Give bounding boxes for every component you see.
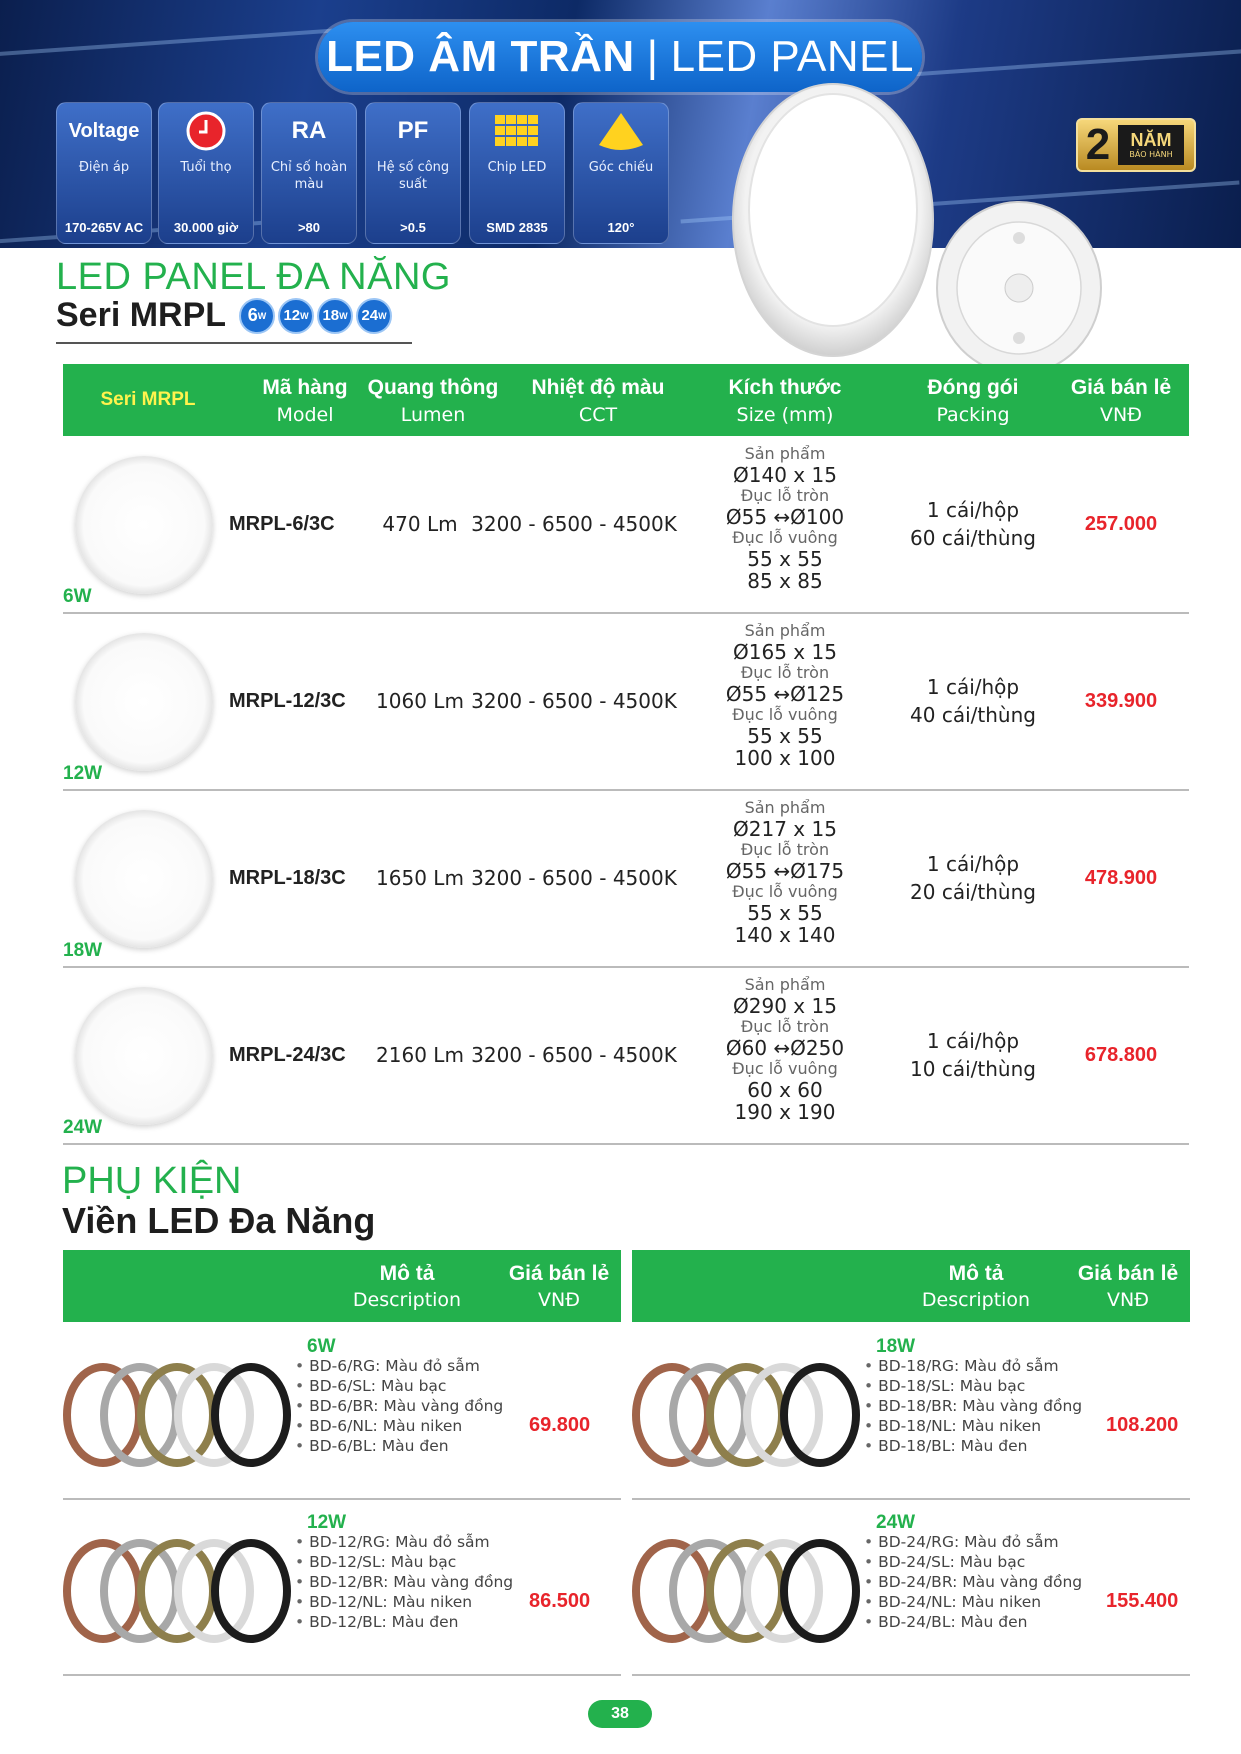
header-model: Mã hàng Model <box>262 376 348 426</box>
model-code: MRPL-6/3C <box>229 512 335 535</box>
size-block: Sản phẩm Ø290 x 15 Đục lỗ tròn Ø60 ↔Ø250 Đục lỗ vuông 60 x 60 190 x 190 <box>725 975 845 1124</box>
accessory-item <box>63 1322 621 1500</box>
spec-beam-angle: Góc chiếu 120° <box>573 102 669 244</box>
watt-badge-12: 12 W <box>278 298 314 334</box>
lumen-value: 1650 Lm <box>376 866 464 890</box>
cct-value: 3200 - 6500 - 4500K <box>471 866 677 890</box>
product-image <box>75 810 213 948</box>
lumen-value: 2160 Lm <box>376 1043 464 1067</box>
size-block: Sản phẩm Ø165 x 15 Đục lỗ tròn Ø55 ↔Ø125 Đục lỗ vuông 55 x 55 100 x 100 <box>725 621 845 770</box>
variant-list: • BD-24/RG: Màu đỏ sẫm • BD-24/SL: Màu bạc • BD-24/BR: Màu vàng đồng • BD-24/NL: Màu niken • BD-24/BL: Màu đen <box>864 1532 1082 1632</box>
model-code: MRPL-24/3C <box>229 1043 346 1066</box>
voltage-icon: Voltage <box>68 119 140 142</box>
price-value: 478.900 <box>1084 866 1158 889</box>
lumen-value: 470 Lm <box>382 512 458 536</box>
series-title: Seri MRPL 6 W 12 W 18 W 24 W <box>56 296 392 335</box>
chip-grid-icon <box>470 103 564 159</box>
packing-info: 1 cái/hộp 60 cái/thùng <box>910 498 1036 550</box>
table-row <box>63 436 1189 614</box>
ra-icon: RA <box>291 117 327 144</box>
trim-rings-image <box>63 1360 293 1470</box>
product-image <box>75 633 213 771</box>
price-value: 678.800 <box>1084 1043 1158 1066</box>
trim-rings-image <box>632 1360 862 1470</box>
clock-icon <box>159 103 253 159</box>
spec-pf: PF Hệ số công suất >0.5 <box>365 102 461 244</box>
spec-chip: Chip LED SMD 2835 <box>469 102 565 244</box>
variant-list: • BD-18/RG: Màu đỏ sẫm • BD-18/SL: Màu bạc • BD-18/BR: Màu vàng đồng • BD-18/NL: Màu niken • BD-18/BL: Màu đen <box>864 1356 1082 1456</box>
spec-voltage: Voltage Điện áp 170-265V AC <box>56 102 152 244</box>
panel-front-image <box>730 80 936 360</box>
size-block: Sản phẩm Ø217 x 15 Đục lỗ tròn Ø55 ↔Ø175 Đục lỗ vuông 55 x 55 140 x 140 <box>725 798 845 947</box>
product-table-header <box>63 364 1189 436</box>
price-value: 339.900 <box>1084 689 1158 712</box>
header-packing: Đóng gói Packing <box>927 376 1019 426</box>
accessory-item <box>632 1498 1190 1676</box>
packing-info: 1 cái/hộp 40 cái/thùng <box>910 675 1036 727</box>
table-row <box>63 613 1189 791</box>
pf-icon: PF <box>397 117 429 144</box>
accessories-title: PHỤ KIỆN <box>62 1160 242 1202</box>
product-image <box>75 987 213 1125</box>
header-lumen: Quang thông Lumen <box>367 376 499 426</box>
price-value: 108.200 <box>1106 1414 1179 1436</box>
section-title: LED PANEL ĐA NĂNG <box>56 256 451 298</box>
variant-list: • BD-12/RG: Màu đỏ sẫm • BD-12/SL: Màu bạc • BD-12/BR: Màu vàng đồng • BD-12/NL: Màu niken • BD-12/BL: Màu đen <box>295 1532 513 1632</box>
price-value: 69.800 <box>529 1414 591 1436</box>
panel-back-image <box>934 198 1104 378</box>
model-code: MRPL-18/3C <box>229 866 346 889</box>
spec-lifetime: Tuổi thọ 30.000 giờ <box>158 102 254 244</box>
price-value: 257.000 <box>1084 512 1158 535</box>
wattage-label: 24W <box>876 1512 916 1533</box>
wattage-label: 18W <box>63 940 103 961</box>
table-row <box>63 790 1189 968</box>
cct-value: 3200 - 6500 - 4500K <box>471 689 677 713</box>
header-cct: Nhiệt độ màu CCT <box>531 376 665 426</box>
wattage-label: 6W <box>63 586 92 607</box>
warranty-badge: 2 NĂM BẢO HÀNH <box>1076 118 1196 172</box>
size-block: Sản phẩm Ø140 x 15 Đục lỗ tròn Ø55 ↔Ø100 Đục lỗ vuông 55 x 55 85 x 85 <box>725 444 845 593</box>
trim-rings-image <box>63 1536 293 1646</box>
watt-badge-18: 18 W <box>317 298 353 334</box>
accessory-item <box>632 1322 1190 1500</box>
wattage-label: 6W <box>307 1336 336 1357</box>
wattage-label: 12W <box>307 1512 347 1533</box>
accessory-table-header-left: Mô tả Description Giá bán lẻ VNĐ <box>63 1250 621 1322</box>
model-code: MRPL-12/3C <box>229 689 346 712</box>
series-label: Seri MRPL <box>100 389 196 410</box>
spec-ra: RA Chỉ số hoàn màu >80 <box>261 102 357 244</box>
variant-list: • BD-6/RG: Màu đỏ sẫm • BD-6/SL: Màu bạc • BD-6/BR: Màu vàng đồng • BD-6/NL: Màu niken • BD-6/BL: Màu đen <box>295 1356 503 1456</box>
page-number: 38 <box>588 1700 652 1728</box>
beam-angle-icon <box>574 103 668 159</box>
lumen-value: 1060 Lm <box>376 689 464 713</box>
packing-info: 1 cái/hộp 20 cái/thùng <box>910 852 1036 904</box>
wattage-label: 12W <box>63 763 103 784</box>
accessories-subtitle: Viền LED Đa Năng <box>62 1200 376 1241</box>
table-row <box>63 967 1189 1145</box>
header-price: Giá bán lẻ VNĐ <box>1070 376 1172 426</box>
accessory-item <box>63 1498 621 1676</box>
watt-badge-6: 6 W <box>239 298 275 334</box>
cct-value: 3200 - 6500 - 4500K <box>471 1043 677 1067</box>
wattage-label: 24W <box>63 1117 103 1138</box>
cct-value: 3200 - 6500 - 4500K <box>471 512 677 536</box>
packing-info: 1 cái/hộp 10 cái/thùng <box>910 1029 1036 1081</box>
trim-rings-image <box>632 1536 862 1646</box>
watt-badge-24: 24 W <box>356 298 392 334</box>
accessory-table-header-right: Mô tả Description Giá bán lẻ VNĐ <box>632 1250 1190 1322</box>
divider <box>56 342 412 344</box>
product-image <box>75 456 213 594</box>
price-value: 155.400 <box>1106 1590 1179 1612</box>
wattage-label: 18W <box>876 1336 916 1357</box>
header-size: Kích thước Size (mm) <box>728 376 842 426</box>
price-value: 86.500 <box>529 1590 591 1612</box>
page-title: LED ÂM TRẦN | LED PANEL <box>318 22 922 92</box>
